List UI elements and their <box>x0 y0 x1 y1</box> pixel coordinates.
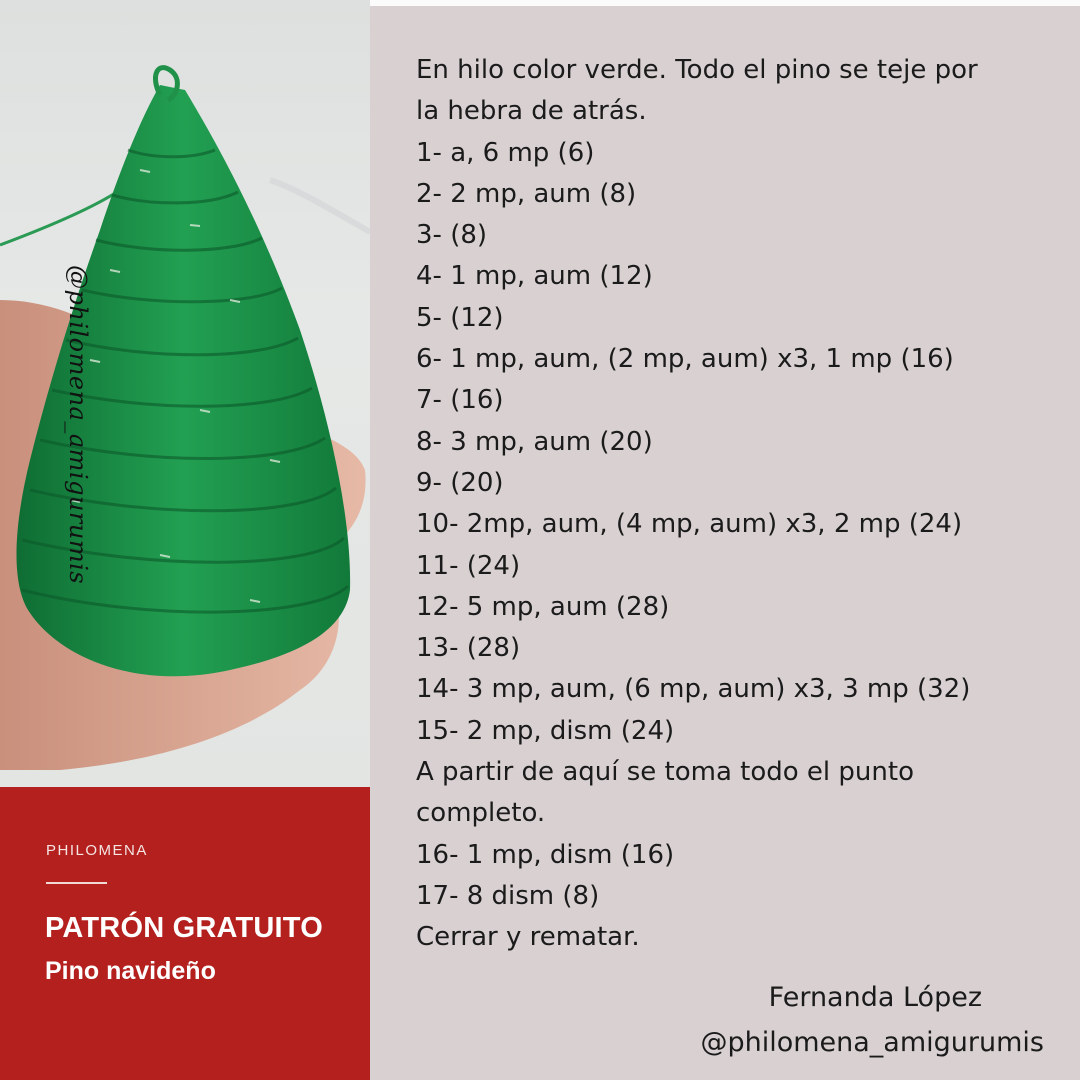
instruction-line: 3- (8) <box>416 220 488 251</box>
instruction-line: 14- 3 mp, aum, (6 mp, aum) x3, 3 mp (32) <box>416 674 971 705</box>
instruction-line: Cerrar y rematar. <box>416 922 640 953</box>
brand-divider <box>46 882 107 884</box>
label-subtitle: Pino navideño <box>45 957 216 985</box>
instruction-line: 5- (12) <box>416 302 504 333</box>
instruction-line: A partir de aquí se toma todo el punto <box>416 757 914 788</box>
author-name: Fernanda López <box>768 982 982 1013</box>
instruction-line: 17- 8 dism (8) <box>416 880 600 911</box>
instruction-line: 16- 1 mp, dism (16) <box>416 839 675 870</box>
instruction-line: 2- 2 mp, aum (8) <box>416 178 637 209</box>
instruction-line: 15- 2 mp, dism (24) <box>416 715 675 746</box>
instruction-line: 6- 1 mp, aum, (2 mp, aum) x3, 1 mp (16) <box>416 344 954 375</box>
tree-photo <box>0 0 370 787</box>
instruction-line: En hilo color verde. Todo el pino se teje por <box>416 55 978 85</box>
instruction-line: 9- (20) <box>416 467 504 498</box>
instruction-line: 12- 5 mp, aum (28) <box>416 591 670 622</box>
instruction-line: la hebra de atrás. <box>416 96 647 127</box>
pattern-instructions <box>416 50 1036 959</box>
crochet-pine-tree-icon <box>0 0 370 787</box>
brand-name: PHILOMENA <box>46 842 148 859</box>
author-handle: @philomena_amigurumis <box>700 1027 1044 1058</box>
label-title: PATRÓN GRATUITO <box>45 912 323 944</box>
instruction-line: 11- (24) <box>416 550 521 581</box>
photo-watermark: @philomena_amigurumis <box>64 265 92 585</box>
instruction-line: completo. <box>416 798 546 829</box>
instruction-line: 10- 2mp, aum, (4 mp, aum) x3, 2 mp (24) <box>416 509 963 540</box>
instruction-line: 7- (16) <box>416 385 504 416</box>
instruction-line: 8- 3 mp, aum (20) <box>416 426 653 457</box>
instruction-line: 13- (28) <box>416 633 521 664</box>
instruction-line: 1- a, 6 mp (6) <box>416 137 595 168</box>
instruction-line: 4- 1 mp, aum (12) <box>416 261 653 292</box>
